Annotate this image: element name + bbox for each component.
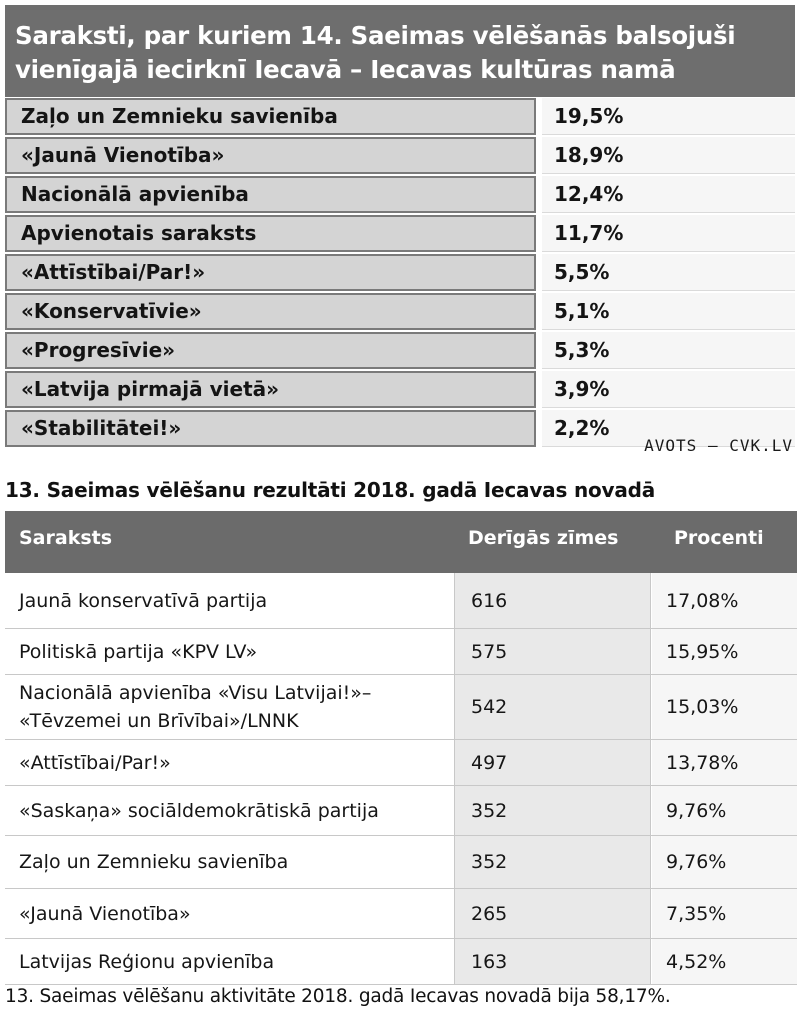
table1-row <box>5 253 795 292</box>
party-name: «Attīstībai/Par!» <box>5 254 536 291</box>
party-percent: 5,5% <box>542 254 795 291</box>
party-percent: 11,7% <box>542 215 795 252</box>
table1-title: Saraksti, par kuriem 14. Saeimas vēlēšanās balsojuši vienīgajā iecirknī Iecavā – Iecavas kultūras namā <box>5 5 795 97</box>
table-row <box>5 939 797 985</box>
party-name: «Konservatīvie» <box>5 293 536 330</box>
table2 <box>5 511 797 985</box>
list-name <box>5 740 453 785</box>
table1-source: AVOTS – CVK.LV <box>644 436 793 455</box>
percent: 15,03% <box>652 675 797 739</box>
party-percent: 5,3% <box>542 332 795 369</box>
list-name <box>5 786 453 835</box>
valid-votes: 163 <box>454 939 651 984</box>
party-name: Zaļo un Zemnieku savienība <box>5 98 536 135</box>
party-name: «Jaunā Vienotība» <box>5 137 536 174</box>
table-row <box>5 836 797 889</box>
list-name-line: «Jaunā Vienotība» <box>19 902 191 925</box>
table-row <box>5 889 797 939</box>
valid-votes: 542 <box>454 675 651 739</box>
table-row <box>5 573 797 629</box>
table-row <box>5 675 797 740</box>
footer-note: 13. Saeimas vēlēšanu aktivitāte 2018. gadā Iecavas novadā bija 58,17%. <box>5 986 671 1007</box>
party-name: Nacionālā apvienība <box>5 176 536 213</box>
table2-title: 13. Saeimas vēlēšanu rezultāti 2018. gadā Iecavas novadā <box>5 478 656 502</box>
table2-header-row <box>5 511 797 573</box>
table2-header-percent: Procenti <box>674 527 764 549</box>
valid-votes: 352 <box>454 836 651 888</box>
percent: 4,52% <box>652 939 797 984</box>
table-row <box>5 786 797 836</box>
party-percent: 12,4% <box>542 176 795 213</box>
table1-row <box>5 370 795 409</box>
party-percent: 2,2% <box>542 410 795 447</box>
percent: 7,35% <box>652 889 797 938</box>
list-name <box>5 675 453 739</box>
list-name-line: Jaunā konservatīvā partija <box>19 589 268 612</box>
list-name <box>5 836 453 888</box>
party-name: «Stabilitātei!» <box>5 410 536 447</box>
list-name-line: «Tēvzemei un Brīvībai»/LNNK <box>19 710 299 732</box>
list-name <box>5 629 453 674</box>
list-name-line: Nacionālā apvienība «Visu Latvijai!»– <box>19 682 372 704</box>
list-name-line: Latvijas Reģionu apvienība <box>19 950 275 973</box>
list-name <box>5 939 453 984</box>
table1-row <box>5 175 795 214</box>
valid-votes: 616 <box>454 573 651 628</box>
list-name-line: Politiskā partija «KPV LV» <box>19 640 258 663</box>
table1-row <box>5 214 795 253</box>
party-percent: 18,9% <box>542 137 795 174</box>
party-name: «Latvija pirmajā vietā» <box>5 371 536 408</box>
valid-votes: 575 <box>454 629 651 674</box>
list-name-line: Zaļo un Zemnieku savienība <box>19 851 289 873</box>
table-row <box>5 740 797 786</box>
table2-header-list: Saraksts <box>19 527 113 549</box>
valid-votes: 352 <box>454 786 651 835</box>
list-name-line: «Saskaņa» sociāldemokrātiskā partija <box>19 799 379 822</box>
table1-row <box>5 292 795 331</box>
list-name <box>5 573 453 628</box>
party-name: Apvienotais saraksts <box>5 215 536 252</box>
table-row <box>5 629 797 675</box>
party-name: «Progresīvie» <box>5 332 536 369</box>
list-name-line: «Attīstībai/Par!» <box>19 751 171 774</box>
valid-votes: 497 <box>454 740 651 785</box>
table2-body <box>5 573 797 985</box>
table2-header-votes: Derīgās zīmes <box>468 527 619 549</box>
party-percent: 5,1% <box>542 293 795 330</box>
table1-body <box>5 97 795 448</box>
table1-row <box>5 136 795 175</box>
percent: 17,08% <box>652 573 797 628</box>
percent: 9,76% <box>652 786 797 835</box>
list-name <box>5 889 453 938</box>
party-percent: 19,5% <box>542 98 795 135</box>
table1-row <box>5 331 795 370</box>
percent: 15,95% <box>652 629 797 674</box>
percent: 13,78% <box>652 740 797 785</box>
percent: 9,76% <box>652 836 797 888</box>
table1-row <box>5 97 795 136</box>
party-percent: 3,9% <box>542 371 795 408</box>
valid-votes: 265 <box>454 889 651 938</box>
